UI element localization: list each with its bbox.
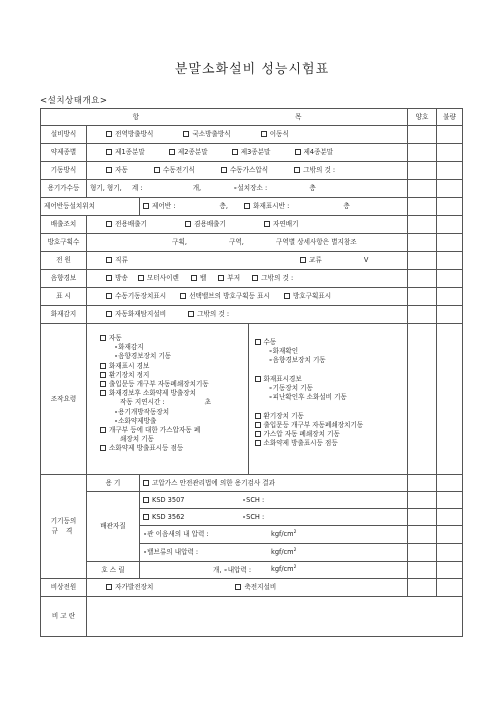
inspection-form-table xyxy=(40,108,463,637)
row-display xyxy=(41,288,463,306)
row-label: 방호구획수 xyxy=(41,234,87,252)
field-text: KSD 3507 xyxy=(152,495,185,504)
good-cell[interactable] xyxy=(408,492,437,509)
row-fields xyxy=(140,198,408,216)
unit-superscript: 2 xyxy=(293,547,297,553)
option-label: 제2종분말 xyxy=(177,148,208,157)
bad-cell[interactable] xyxy=(437,306,463,324)
bad-cell[interactable] xyxy=(437,144,463,162)
field-text: 구역, xyxy=(229,238,244,247)
option-label: 수동가스압식 xyxy=(229,166,269,175)
good-cell[interactable] xyxy=(408,306,437,324)
row-label: 음향경보 xyxy=(41,270,87,288)
field-text: ∘SCH : xyxy=(242,495,265,504)
step-text: 화재표시 경보 xyxy=(109,361,150,370)
option-label: 자가발전장치 xyxy=(115,583,154,592)
option-label: 자동화재탐지설비 xyxy=(115,310,167,319)
bad-cell[interactable] xyxy=(437,492,463,509)
section-heading: <설치상태개요> xyxy=(40,96,108,106)
checkbox[interactable] xyxy=(106,167,112,173)
bad-cell[interactable] xyxy=(437,198,463,216)
procedure-cell xyxy=(87,324,408,475)
checkbox[interactable] xyxy=(138,275,144,281)
row-label: 기기등의 xyxy=(50,517,77,526)
checkbox[interactable] xyxy=(255,431,261,437)
option-label: 모터사이렌 xyxy=(146,274,179,283)
field-text: 개, xyxy=(192,184,202,193)
checkbox[interactable] xyxy=(100,372,106,378)
option-label: 직류 xyxy=(115,256,128,265)
checkbox[interactable] xyxy=(100,381,106,387)
bad-cell[interactable] xyxy=(437,544,463,562)
good-cell[interactable] xyxy=(408,144,437,162)
good-cell[interactable] xyxy=(408,579,437,597)
row-options xyxy=(87,270,408,288)
pipe-field xyxy=(140,492,408,509)
bad-cell[interactable] xyxy=(437,126,463,144)
bad-cell[interactable] xyxy=(437,162,463,180)
row-vessel xyxy=(41,475,463,492)
field-text: 고압가스 안전관리법에 의한 용기검사 결과 xyxy=(152,478,276,487)
good-cell[interactable] xyxy=(408,288,437,306)
field-text: ∘SCH : xyxy=(242,512,265,521)
pipe-field xyxy=(140,526,408,544)
unit-text: kgf/cm xyxy=(271,530,294,539)
good-cell[interactable] xyxy=(408,509,437,526)
checkbox[interactable] xyxy=(106,275,112,281)
option-label: 자동 xyxy=(115,166,128,175)
row-label: 조작요령 xyxy=(41,324,87,475)
row-pipe-1 xyxy=(41,492,463,509)
field-text: 형기, 형기, xyxy=(90,184,122,193)
row-exhaust-measures xyxy=(41,216,463,234)
good-cell[interactable] xyxy=(408,475,437,492)
row-label: 비상전원 xyxy=(41,579,87,597)
checkbox[interactable] xyxy=(183,131,189,137)
pipe-field xyxy=(140,509,408,526)
checkbox[interactable] xyxy=(255,440,261,446)
header-item-2: 목 xyxy=(295,112,302,121)
field-text: 화재표시반 : xyxy=(253,202,290,211)
bad-cell[interactable] xyxy=(437,216,463,234)
unit-text: kgf/cm xyxy=(271,548,294,557)
option-label: 국소방출방식 xyxy=(192,130,231,139)
option-label: 수동기동장치표시 xyxy=(115,292,167,301)
field-text: ∘밸브류의 내압력 : xyxy=(143,548,199,557)
checkbox[interactable] xyxy=(188,311,194,317)
field-text: 층, xyxy=(219,202,229,211)
step-text: 가스압 자동 폐쇄장치 기동 xyxy=(263,429,340,438)
row-label-equipment-specs xyxy=(41,475,87,579)
row-power xyxy=(41,252,463,270)
field-text: 층 xyxy=(343,202,350,211)
document-title: 분말소화설비 성능시험표 xyxy=(174,62,330,77)
row-label: 용기가수등 xyxy=(41,180,87,198)
step-text: ∘용기개방작동장치 xyxy=(114,407,170,416)
checkbox[interactable] xyxy=(100,427,106,433)
step-text: ∘음향경보장치 기동 xyxy=(114,352,172,361)
sub-label: 용 기 xyxy=(87,475,140,492)
row-label: 제어반등설치위치 xyxy=(41,198,140,216)
step-text: ∘화재감지 xyxy=(114,343,144,352)
row-label: 설비방식 xyxy=(41,126,87,144)
checkbox[interactable] xyxy=(191,275,197,281)
checkbox[interactable] xyxy=(300,257,306,263)
good-cell[interactable] xyxy=(408,198,437,216)
row-hose-reel xyxy=(41,562,463,579)
field-text: ∘설치장소 : xyxy=(233,184,268,193)
option-label: 수동전기식 xyxy=(162,166,195,175)
step-text: ∘피난확인후 소화설비 기동 xyxy=(268,393,347,402)
bad-cell[interactable] xyxy=(437,509,463,526)
field-text: V xyxy=(363,256,369,265)
procedure-auto-column xyxy=(90,324,248,474)
option-label: 이동식 xyxy=(269,130,289,139)
row-remarks xyxy=(41,597,463,637)
row-fire-detection xyxy=(41,306,463,324)
good-cell[interactable] xyxy=(408,162,437,180)
row-options xyxy=(87,126,408,144)
row-emergency-power xyxy=(41,579,463,597)
bad-cell[interactable] xyxy=(437,562,463,579)
checkbox[interactable] xyxy=(100,445,106,451)
row-container-count xyxy=(41,180,463,198)
step-text: 환기장치 기동 xyxy=(263,411,304,420)
option-label: 그밖의 것 : xyxy=(197,310,230,319)
vessel-field xyxy=(140,475,408,492)
option-label: 자연배기 xyxy=(273,220,299,229)
checkbox[interactable] xyxy=(232,149,238,155)
row-options xyxy=(87,252,408,270)
step-text: 초 xyxy=(204,398,212,407)
step-text: 소화약제 방출표시등 점등 xyxy=(109,444,184,453)
unit-text: kgf/cm xyxy=(271,565,294,574)
row-options xyxy=(87,306,408,324)
field-text: 층 xyxy=(309,184,316,193)
header-good: 양호 xyxy=(408,109,437,126)
checkbox[interactable] xyxy=(143,480,149,486)
checkbox[interactable] xyxy=(100,390,106,396)
row-protection-zones xyxy=(41,234,463,252)
bad-cell[interactable] xyxy=(437,234,463,252)
checkbox[interactable] xyxy=(143,203,149,209)
field-text: 제어반 : xyxy=(152,202,176,211)
checkbox[interactable] xyxy=(255,339,261,345)
row-label: 배출조치 xyxy=(41,216,87,234)
good-cell[interactable] xyxy=(408,270,437,288)
unit-superscript: 2 xyxy=(293,529,297,535)
checkbox[interactable] xyxy=(185,221,191,227)
field-text: 구역별 상세사항은 별지참조 xyxy=(276,238,357,247)
good-cell[interactable] xyxy=(408,544,437,562)
step-text: 수동 xyxy=(263,338,277,346)
option-label: 제4종분말 xyxy=(303,148,334,157)
checkbox[interactable] xyxy=(169,149,175,155)
option-label: 그밖의 것 : xyxy=(303,166,336,175)
option-label: 전역방출방식 xyxy=(115,130,154,139)
row-label: 전 원 xyxy=(41,252,87,270)
good-cell[interactable] xyxy=(408,562,437,579)
sub-label: 배관자질 xyxy=(87,492,140,562)
good-cell[interactable] xyxy=(408,234,437,252)
step-text: 화재표시경보 xyxy=(263,374,302,383)
row-equipment-type xyxy=(41,126,463,144)
checkbox[interactable] xyxy=(106,584,112,590)
step-text: ∘소화약제방출 xyxy=(114,416,157,425)
good-cell[interactable] xyxy=(408,216,437,234)
bad-cell[interactable] xyxy=(437,252,463,270)
row-options xyxy=(87,579,408,597)
option-label: 방호구획표시 xyxy=(292,292,332,301)
bad-cell[interactable] xyxy=(437,526,463,544)
bad-cell[interactable] xyxy=(437,270,463,288)
header-bad: 불량 xyxy=(437,109,463,126)
field-text: KSD 3562 xyxy=(152,512,185,521)
step-text: ∘기동장치 기동 xyxy=(268,383,313,392)
checkbox[interactable] xyxy=(106,311,112,317)
option-label: 제3종분말 xyxy=(240,148,271,157)
checkbox[interactable] xyxy=(252,275,258,281)
checkbox[interactable] xyxy=(143,514,149,520)
bad-cell[interactable] xyxy=(437,475,463,492)
checkbox[interactable] xyxy=(264,221,270,227)
option-label: 전용배출기 xyxy=(115,220,147,229)
row-options xyxy=(87,162,408,180)
row-label: 규 격 xyxy=(51,527,76,535)
option-label: 방송 xyxy=(115,274,128,283)
checkbox[interactable] xyxy=(100,363,106,369)
row-label: 약제종별 xyxy=(41,144,87,162)
step-text: 쇄장치 기동 xyxy=(120,435,154,444)
option-label: 선택밸브의 방호구획등 표시 xyxy=(189,292,270,301)
row-label: 비 고 란 xyxy=(41,597,87,637)
field-text: 구획, xyxy=(172,238,187,247)
checkbox[interactable] xyxy=(106,293,112,299)
row-agent-type xyxy=(41,144,463,162)
sub-label: 호 스 릴 xyxy=(87,562,140,579)
checkbox[interactable] xyxy=(180,293,186,299)
checkbox[interactable] xyxy=(106,221,112,227)
good-cell[interactable] xyxy=(408,526,437,544)
checkbox[interactable] xyxy=(221,167,227,173)
row-options xyxy=(87,288,408,306)
row-label: 화재감지 xyxy=(41,306,87,324)
good-cell[interactable] xyxy=(408,324,437,475)
row-operation-procedure xyxy=(41,324,463,475)
checkbox[interactable] xyxy=(106,257,112,263)
checkbox[interactable] xyxy=(255,413,261,419)
remarks-field[interactable] xyxy=(87,597,463,637)
row-control-panel-location xyxy=(41,198,463,216)
checkbox[interactable] xyxy=(143,497,149,503)
procedure-manual-column xyxy=(248,324,408,474)
checkbox[interactable] xyxy=(100,335,106,341)
row-label: 표 시 xyxy=(41,288,87,306)
option-label: 축전지설비 xyxy=(244,583,277,592)
checkbox[interactable] xyxy=(295,149,301,155)
step-text: 화재경보후 소화약제 방출장치 xyxy=(109,389,196,398)
row-options xyxy=(87,144,408,162)
step-text: 소화약제 방출표시등 점등 xyxy=(263,439,338,448)
good-cell[interactable] xyxy=(408,252,437,270)
step-text: 자동 xyxy=(109,334,122,342)
checkbox[interactable] xyxy=(154,167,160,173)
row-label: 기동방식 xyxy=(41,162,87,180)
bad-cell[interactable] xyxy=(437,579,463,597)
option-label: 벨 xyxy=(199,274,207,283)
row-fields xyxy=(87,234,408,252)
step-text: 출입문등 개구부 자동폐쇄장치기동 xyxy=(263,420,364,429)
row-audible-alarm xyxy=(41,270,463,288)
checkbox[interactable] xyxy=(255,422,261,428)
bad-cell[interactable] xyxy=(437,324,463,475)
good-cell[interactable] xyxy=(408,126,437,144)
hose-field xyxy=(140,562,408,579)
bad-cell[interactable] xyxy=(437,288,463,306)
field-text: 계 : xyxy=(131,184,143,193)
step-text: 작동 지연시간 : xyxy=(120,398,165,407)
header-item-1: 항 xyxy=(132,112,139,121)
step-text: ∘화재확인 xyxy=(268,347,299,356)
option-label: 그밖의 것 : xyxy=(261,274,294,283)
step-text: 환기장치 정지 xyxy=(109,370,150,379)
step-text: 출입문등 개구부 자동폐쇄장치기동 xyxy=(109,379,209,388)
bad-cell[interactable] xyxy=(437,180,463,198)
checkbox[interactable] xyxy=(255,376,261,382)
option-label: 교류 xyxy=(308,256,322,265)
step-text: ∘음향경보장치 기동 xyxy=(268,356,326,365)
row-activation-method xyxy=(41,162,463,180)
option-label: 겸용배출기 xyxy=(194,220,226,229)
checkbox[interactable] xyxy=(294,167,300,173)
header-row xyxy=(41,109,463,126)
checkbox[interactable] xyxy=(106,149,112,155)
option-label: 부저 xyxy=(227,274,241,283)
row-options xyxy=(87,216,408,234)
step-text: 개구부 등에 대한 가스압자동 폐 xyxy=(109,425,201,434)
checkbox[interactable] xyxy=(244,203,250,209)
row-fields xyxy=(87,180,408,198)
header-item-cell xyxy=(41,109,408,126)
checkbox[interactable] xyxy=(284,293,290,299)
checkbox[interactable] xyxy=(261,131,267,137)
checkbox[interactable] xyxy=(235,584,241,590)
pipe-field xyxy=(140,544,408,562)
field-text: ∘관 이음새의 내 압력 : xyxy=(143,530,209,539)
checkbox[interactable] xyxy=(218,275,224,281)
unit-superscript: 2 xyxy=(293,565,297,571)
good-cell[interactable] xyxy=(408,180,437,198)
option-label: 제1종분말 xyxy=(115,148,145,157)
field-text: 개, ∘내압력 : xyxy=(213,565,252,574)
checkbox[interactable] xyxy=(106,131,112,137)
